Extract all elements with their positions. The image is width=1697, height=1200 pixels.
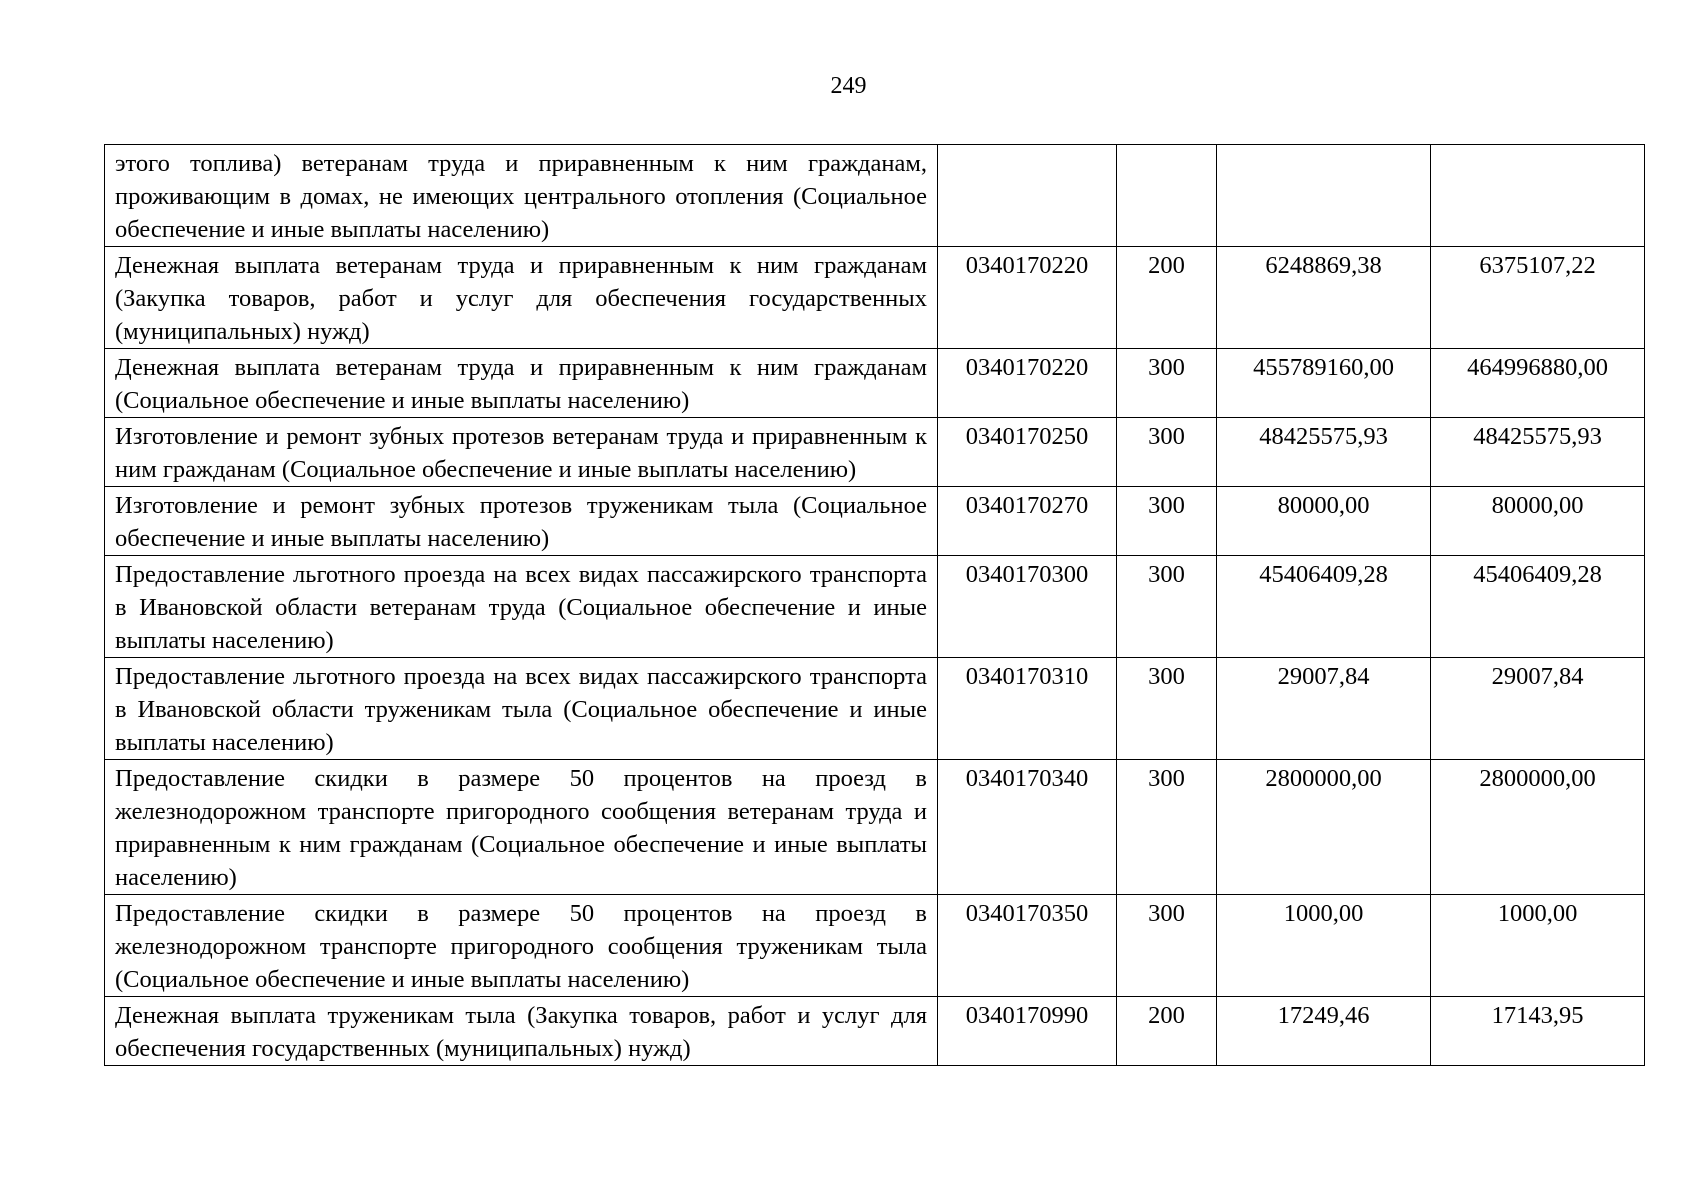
expense-name-cell: Предоставление скидки в размере 50 процентов на проезд в железнодорожном транспорте пригородного сообщения ветеранам труда и приравненным к ним гражданам (Социальное обеспечение и иные выплаты населению) — [105, 760, 938, 895]
amount-second-year-cell: 6375107,22 — [1431, 247, 1645, 349]
target-code-cell: 0340170270 — [938, 487, 1117, 556]
expense-type-cell: 300 — [1117, 418, 1217, 487]
expense-name-cell: Предоставление льготного проезда на всех видах пассажирского транспорта в Ивановской области труженикам тыла (Социальное обеспечение и иные выплаты населению) — [105, 658, 938, 760]
page-number: 249 — [830, 73, 867, 99]
table-row — [105, 247, 1645, 349]
expense-type-cell: 300 — [1117, 658, 1217, 760]
expense-type-cell: 200 — [1117, 247, 1217, 349]
table-row — [105, 556, 1645, 658]
expense-name-cell: Изготовление и ремонт зубных протезов труженикам тыла (Социальное обеспечение и иные выплаты населению) — [105, 487, 938, 556]
expense-name-cell: Предоставление скидки в размере 50 процентов на проезд в железнодорожном транспорте пригородного сообщения труженикам тыла (Социальное обеспечение и иные выплаты населению) — [105, 895, 938, 997]
expense-name-cell: этого топлива) ветеранам труда и приравненным к ним гражданам, проживающим в домах, не имеющих центрального отопления (Социальное обеспечение и иные выплаты населению) — [105, 145, 938, 247]
budget-table — [104, 144, 1645, 1066]
amount-second-year-cell: 45406409,28 — [1431, 556, 1645, 658]
target-code-cell — [938, 145, 1117, 247]
target-code-cell: 0340170250 — [938, 418, 1117, 487]
amount-second-year-cell: 29007,84 — [1431, 658, 1645, 760]
expense-type-cell — [1117, 145, 1217, 247]
table-row — [105, 418, 1645, 487]
amount-first-year-cell: 48425575,93 — [1217, 418, 1431, 487]
expense-name-cell: Изготовление и ремонт зубных протезов ветеранам труда и приравненным к ним гражданам (Социальное обеспечение и иные выплаты населению) — [105, 418, 938, 487]
table-row — [105, 997, 1645, 1066]
table-row — [105, 895, 1645, 997]
target-code-cell: 0340170220 — [938, 349, 1117, 418]
amount-second-year-cell: 2800000,00 — [1431, 760, 1645, 895]
amount-second-year-cell — [1431, 145, 1645, 247]
amount-first-year-cell: 45406409,28 — [1217, 556, 1431, 658]
table-row — [105, 658, 1645, 760]
expense-type-cell: 300 — [1117, 349, 1217, 418]
expense-type-cell: 300 — [1117, 895, 1217, 997]
table-row — [105, 349, 1645, 418]
table-row — [105, 760, 1645, 895]
target-code-cell: 0340170350 — [938, 895, 1117, 997]
table-row — [105, 145, 1645, 247]
expense-name-cell: Денежная выплата труженикам тыла (Закупка товаров, работ и услуг для обеспечения государственных (муниципальных) нужд) — [105, 997, 938, 1066]
expense-type-cell: 200 — [1117, 997, 1217, 1066]
expense-type-cell: 300 — [1117, 556, 1217, 658]
target-code-cell: 0340170220 — [938, 247, 1117, 349]
amount-second-year-cell: 464996880,00 — [1431, 349, 1645, 418]
amount-second-year-cell: 17143,95 — [1431, 997, 1645, 1066]
amount-first-year-cell: 455789160,00 — [1217, 349, 1431, 418]
amount-first-year-cell: 2800000,00 — [1217, 760, 1431, 895]
expense-name-cell: Предоставление льготного проезда на всех видах пассажирского транспорта в Ивановской области ветеранам труда (Социальное обеспечение и иные выплаты населению) — [105, 556, 938, 658]
target-code-cell: 0340170990 — [938, 997, 1117, 1066]
amount-first-year-cell — [1217, 145, 1431, 247]
target-code-cell: 0340170310 — [938, 658, 1117, 760]
amount-second-year-cell: 80000,00 — [1431, 487, 1645, 556]
amount-first-year-cell: 17249,46 — [1217, 997, 1431, 1066]
expense-name-cell: Денежная выплата ветеранам труда и приравненным к ним гражданам (Закупка товаров, работ и услуг для обеспечения государственных (муниципальных) нужд) — [105, 247, 938, 349]
amount-second-year-cell: 1000,00 — [1431, 895, 1645, 997]
amount-first-year-cell: 1000,00 — [1217, 895, 1431, 997]
amount-second-year-cell: 48425575,93 — [1431, 418, 1645, 487]
table-row — [105, 487, 1645, 556]
amount-first-year-cell: 29007,84 — [1217, 658, 1431, 760]
target-code-cell: 0340170340 — [938, 760, 1117, 895]
expense-type-cell: 300 — [1117, 760, 1217, 895]
expense-type-cell: 300 — [1117, 487, 1217, 556]
expense-name-cell: Денежная выплата ветеранам труда и приравненным к ним гражданам (Социальное обеспечение и иные выплаты населению) — [105, 349, 938, 418]
amount-first-year-cell: 6248869,38 — [1217, 247, 1431, 349]
target-code-cell: 0340170300 — [938, 556, 1117, 658]
amount-first-year-cell: 80000,00 — [1217, 487, 1431, 556]
